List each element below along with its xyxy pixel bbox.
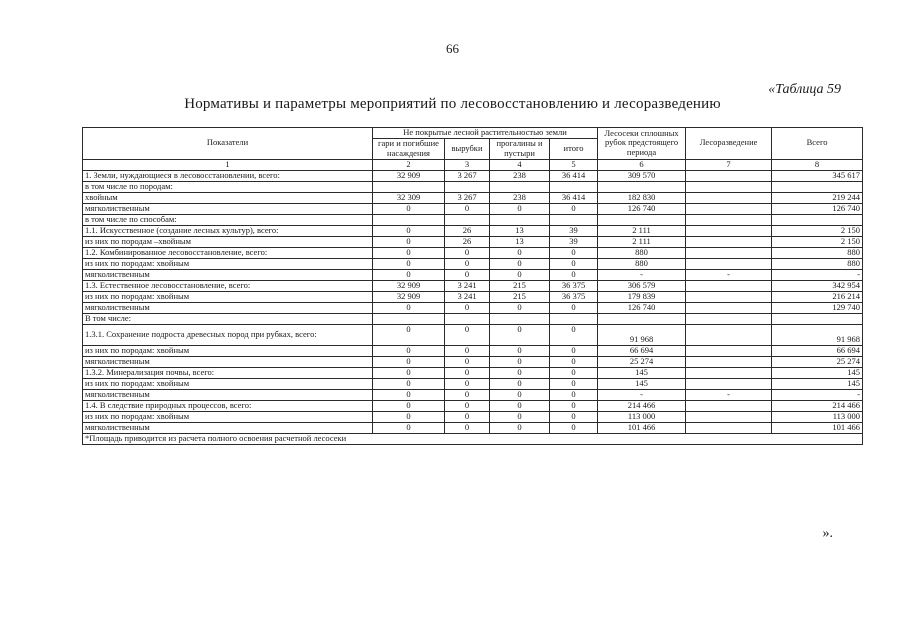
header-gaps: прогалины и пустыри xyxy=(490,139,550,160)
row-label: из них по породам: хвойным xyxy=(83,345,373,356)
cell-col-5: 0 xyxy=(550,324,598,345)
cell-col-6 xyxy=(598,181,686,192)
cell-col-6: 2 111 xyxy=(598,236,686,247)
column-number: 8 xyxy=(772,159,863,170)
cell-col-3: 0 xyxy=(445,389,490,400)
cell-col-7 xyxy=(686,422,772,433)
cell-col-8: 2 150 xyxy=(772,225,863,236)
cell-col-8: 101 466 xyxy=(772,422,863,433)
cell-col-6: 101 466 xyxy=(598,422,686,433)
cell-col-4: 0 xyxy=(490,345,550,356)
cell-col-6: 182 830 xyxy=(598,192,686,203)
cell-col-2: 0 xyxy=(373,225,445,236)
column-number: 2 xyxy=(373,159,445,170)
cell-col-5: 36 375 xyxy=(550,280,598,291)
cell-col-5: 0 xyxy=(550,302,598,313)
cell-col-4: 0 xyxy=(490,411,550,422)
closing-quote: ». xyxy=(822,526,833,541)
table-row xyxy=(83,291,863,302)
row-label: 1.2. Комбинированное лесовосстановление, всего: xyxy=(83,247,373,258)
header-subtotal: итого xyxy=(550,139,598,160)
cell-col-7 xyxy=(686,291,772,302)
cell-col-7 xyxy=(686,400,772,411)
cell-col-2: 0 xyxy=(373,378,445,389)
cell-col-3: 3 267 xyxy=(445,192,490,203)
cell-col-3 xyxy=(445,181,490,192)
cell-col-8: 880 xyxy=(772,258,863,269)
cell-col-2: 0 xyxy=(373,400,445,411)
row-label: 1.1. Искусственное (создание лесных культур), всего: xyxy=(83,225,373,236)
cell-col-6: 126 740 xyxy=(598,203,686,214)
cell-col-8: 345 617 xyxy=(772,170,863,181)
cell-col-2: 0 xyxy=(373,411,445,422)
cell-col-7 xyxy=(686,367,772,378)
cell-col-3: 3 267 xyxy=(445,170,490,181)
table-row xyxy=(83,356,863,367)
row-label: из них по породам: хвойным xyxy=(83,378,373,389)
table-row xyxy=(83,181,863,192)
cell-col-2: 0 xyxy=(373,367,445,378)
cell-col-8: 216 214 xyxy=(772,291,863,302)
cell-col-5: 0 xyxy=(550,389,598,400)
cell-col-7 xyxy=(686,258,772,269)
row-label: из них по породам –хвойным xyxy=(83,236,373,247)
cell-col-5 xyxy=(550,313,598,324)
row-label: из них по породам: хвойным xyxy=(83,411,373,422)
header-total: Всего xyxy=(772,128,863,160)
cell-col-6: 91 968 xyxy=(598,324,686,345)
header-indicators: Показатели xyxy=(83,128,373,160)
footnote: *Площадь приводится из расчета полного освоения расчетной лесосеки xyxy=(83,433,863,444)
cell-col-4: 0 xyxy=(490,422,550,433)
cell-col-6: 145 xyxy=(598,378,686,389)
table-row xyxy=(83,367,863,378)
cell-col-8: 219 244 xyxy=(772,192,863,203)
column-number: 6 xyxy=(598,159,686,170)
table-row xyxy=(83,247,863,258)
cell-col-7 xyxy=(686,247,772,258)
cell-col-7 xyxy=(686,225,772,236)
cell-col-4: 215 xyxy=(490,280,550,291)
table-row xyxy=(83,225,863,236)
cell-col-3: 0 xyxy=(445,258,490,269)
table-body xyxy=(83,159,863,433)
cell-col-3: 0 xyxy=(445,378,490,389)
cell-col-8: 25 274 xyxy=(772,356,863,367)
cell-col-2 xyxy=(373,313,445,324)
cell-col-7 xyxy=(686,324,772,345)
row-label: 1.4. В следствие природных процессов, всего: xyxy=(83,400,373,411)
row-label: 1. Земли, нуждающиеся в лесовосстановлении, всего: xyxy=(83,170,373,181)
cell-col-8: 145 xyxy=(772,367,863,378)
cell-col-3: 26 xyxy=(445,225,490,236)
cell-col-2: 0 xyxy=(373,258,445,269)
column-number: 5 xyxy=(550,159,598,170)
cell-col-5: 0 xyxy=(550,258,598,269)
cell-col-8 xyxy=(772,181,863,192)
cell-col-6: 179 839 xyxy=(598,291,686,302)
cell-col-3: 26 xyxy=(445,236,490,247)
cell-col-5: 39 xyxy=(550,236,598,247)
cell-col-4: 238 xyxy=(490,192,550,203)
cell-col-8: 129 740 xyxy=(772,302,863,313)
cell-col-3: 0 xyxy=(445,345,490,356)
table-row xyxy=(83,269,863,280)
cell-col-8: 91 968 xyxy=(772,324,863,345)
header-uncovered-lands: Не покрытые лесной растительностью земли xyxy=(373,128,598,139)
cell-col-6: 2 111 xyxy=(598,225,686,236)
cell-col-7 xyxy=(686,345,772,356)
cell-col-5: 0 xyxy=(550,378,598,389)
row-label: мягколиственным xyxy=(83,389,373,400)
cell-col-3: 0 xyxy=(445,367,490,378)
cell-col-8 xyxy=(772,313,863,324)
cell-col-3: 0 xyxy=(445,324,490,345)
cell-col-5 xyxy=(550,181,598,192)
cell-col-5: 0 xyxy=(550,356,598,367)
cell-col-4: 0 xyxy=(490,378,550,389)
cell-col-5: 0 xyxy=(550,203,598,214)
cell-col-4 xyxy=(490,313,550,324)
row-label: мягколиственным xyxy=(83,422,373,433)
header-clearcut-areas: Лесосеки сплошных рубок предстоящего периода xyxy=(598,128,686,160)
cell-col-8: 66 694 xyxy=(772,345,863,356)
table-row xyxy=(83,422,863,433)
table-row xyxy=(83,400,863,411)
cell-col-7 xyxy=(686,170,772,181)
page-number: 66 xyxy=(446,41,459,56)
cell-col-8: 214 466 xyxy=(772,400,863,411)
cell-col-5 xyxy=(550,214,598,225)
table-row xyxy=(83,302,863,313)
cell-col-4: 0 xyxy=(490,324,550,345)
cell-col-6: - xyxy=(598,269,686,280)
cell-col-4: 0 xyxy=(490,269,550,280)
document-title: Нормативы и параметры мероприятий по лесовосстановлению и лесоразведению xyxy=(184,96,721,112)
cell-col-6: 306 579 xyxy=(598,280,686,291)
table-row xyxy=(83,389,863,400)
cell-col-6: 145 xyxy=(598,367,686,378)
cell-col-5: 0 xyxy=(550,367,598,378)
cell-col-4: 0 xyxy=(490,302,550,313)
row-label: в том числе по породам: xyxy=(83,181,373,192)
cell-col-4: 0 xyxy=(490,400,550,411)
table-row xyxy=(83,236,863,247)
header-afforestation: Лесоразведение xyxy=(686,128,772,160)
table-row xyxy=(83,378,863,389)
cell-col-5: 0 xyxy=(550,345,598,356)
cell-col-8: - xyxy=(772,269,863,280)
cell-col-4: 13 xyxy=(490,225,550,236)
cell-col-2: 32 909 xyxy=(373,280,445,291)
cell-col-6: 113 000 xyxy=(598,411,686,422)
column-number: 7 xyxy=(686,159,772,170)
cell-col-8 xyxy=(772,214,863,225)
table-row xyxy=(83,324,863,345)
cell-col-7: - xyxy=(686,389,772,400)
cell-col-5: 39 xyxy=(550,225,598,236)
cell-col-2: 0 xyxy=(373,203,445,214)
row-label: мягколиственным xyxy=(83,269,373,280)
cell-col-8: 2 150 xyxy=(772,236,863,247)
cell-col-6: 126 740 xyxy=(598,302,686,313)
cell-col-2: 0 xyxy=(373,422,445,433)
column-number: 1 xyxy=(83,159,373,170)
cell-col-2: 0 xyxy=(373,356,445,367)
cell-col-6: 880 xyxy=(598,247,686,258)
row-label: 1.3.2. Минерализация почвы, всего: xyxy=(83,367,373,378)
cell-col-8: - xyxy=(772,389,863,400)
table-row xyxy=(83,192,863,203)
cell-col-7 xyxy=(686,378,772,389)
cell-col-6 xyxy=(598,214,686,225)
row-label: из них по породам: хвойным xyxy=(83,258,373,269)
cell-col-2: 0 xyxy=(373,345,445,356)
cell-col-7 xyxy=(686,356,772,367)
cell-col-4: 0 xyxy=(490,247,550,258)
row-label: из них по породам: хвойным xyxy=(83,291,373,302)
cell-col-6: 309 570 xyxy=(598,170,686,181)
row-label: мягколиственным xyxy=(83,356,373,367)
cell-col-8: 880 xyxy=(772,247,863,258)
cell-col-2: 0 xyxy=(373,269,445,280)
cell-col-6: 880 xyxy=(598,258,686,269)
cell-col-4: 13 xyxy=(490,236,550,247)
cell-col-5: 0 xyxy=(550,400,598,411)
cell-col-3 xyxy=(445,313,490,324)
table-row xyxy=(83,203,863,214)
cell-col-5: 0 xyxy=(550,247,598,258)
cell-col-3: 0 xyxy=(445,247,490,258)
cell-col-4: 215 xyxy=(490,291,550,302)
header-cuttings: вырубки xyxy=(445,139,490,160)
table-row xyxy=(83,214,863,225)
row-label: мягколиственным xyxy=(83,302,373,313)
cell-col-2: 32 309 xyxy=(373,192,445,203)
cell-col-2: 0 xyxy=(373,389,445,400)
cell-col-2: 0 xyxy=(373,247,445,258)
cell-col-2: 0 xyxy=(373,302,445,313)
cell-col-5: 0 xyxy=(550,411,598,422)
table-row xyxy=(83,411,863,422)
cell-col-3: 0 xyxy=(445,302,490,313)
cell-col-7 xyxy=(686,236,772,247)
row-label: В том числе: xyxy=(83,313,373,324)
reforestation-table xyxy=(82,127,863,445)
cell-col-4 xyxy=(490,181,550,192)
header-burned: гари и погибшие насаждения xyxy=(373,139,445,160)
cell-col-6: 25 274 xyxy=(598,356,686,367)
cell-col-3: 0 xyxy=(445,400,490,411)
table-row xyxy=(83,313,863,324)
cell-col-4: 238 xyxy=(490,170,550,181)
cell-col-4: 0 xyxy=(490,258,550,269)
cell-col-8: 126 740 xyxy=(772,203,863,214)
cell-col-7 xyxy=(686,192,772,203)
table-caption: «Таблица 59 xyxy=(768,82,841,97)
row-label: хвойным xyxy=(83,192,373,203)
row-label: 1.3.1. Сохранение подроста древесных пород при рубках, всего: xyxy=(83,324,373,345)
table-row xyxy=(83,258,863,269)
cell-col-7 xyxy=(686,181,772,192)
cell-col-4: 0 xyxy=(490,367,550,378)
row-label: 1.3. Естественное лесовосстановление, всего: xyxy=(83,280,373,291)
cell-col-2 xyxy=(373,181,445,192)
cell-col-8: 145 xyxy=(772,378,863,389)
cell-col-3: 3 241 xyxy=(445,280,490,291)
cell-col-2 xyxy=(373,214,445,225)
cell-col-2: 32 909 xyxy=(373,170,445,181)
row-label: мягколиственным xyxy=(83,203,373,214)
cell-col-6: 66 694 xyxy=(598,345,686,356)
cell-col-3: 0 xyxy=(445,203,490,214)
row-label: в том числе по способам: xyxy=(83,214,373,225)
cell-col-7 xyxy=(686,203,772,214)
cell-col-7 xyxy=(686,214,772,225)
cell-col-7: - xyxy=(686,269,772,280)
cell-col-4: 0 xyxy=(490,389,550,400)
cell-col-8: 113 000 xyxy=(772,411,863,422)
cell-col-7 xyxy=(686,411,772,422)
column-number-row xyxy=(83,159,863,170)
cell-col-5: 0 xyxy=(550,422,598,433)
table-row xyxy=(83,345,863,356)
cell-col-4: 0 xyxy=(490,203,550,214)
cell-col-3: 0 xyxy=(445,422,490,433)
cell-col-3: 0 xyxy=(445,269,490,280)
cell-col-6: 214 466 xyxy=(598,400,686,411)
cell-col-6: - xyxy=(598,389,686,400)
cell-col-5: 36 375 xyxy=(550,291,598,302)
cell-col-5: 36 414 xyxy=(550,192,598,203)
cell-col-2: 0 xyxy=(373,324,445,345)
cell-col-5: 0 xyxy=(550,269,598,280)
cell-col-7 xyxy=(686,302,772,313)
cell-col-2: 0 xyxy=(373,236,445,247)
cell-col-7 xyxy=(686,313,772,324)
table-row xyxy=(83,280,863,291)
cell-col-3: 0 xyxy=(445,356,490,367)
cell-col-8: 342 954 xyxy=(772,280,863,291)
cell-col-6 xyxy=(598,313,686,324)
cell-col-5: 36 414 xyxy=(550,170,598,181)
cell-col-3: 3 241 xyxy=(445,291,490,302)
cell-col-4: 0 xyxy=(490,356,550,367)
column-number: 3 xyxy=(445,159,490,170)
cell-col-3 xyxy=(445,214,490,225)
cell-col-7 xyxy=(686,280,772,291)
cell-col-4 xyxy=(490,214,550,225)
cell-col-3: 0 xyxy=(445,411,490,422)
table-row xyxy=(83,170,863,181)
cell-col-2: 32 909 xyxy=(373,291,445,302)
column-number: 4 xyxy=(490,159,550,170)
